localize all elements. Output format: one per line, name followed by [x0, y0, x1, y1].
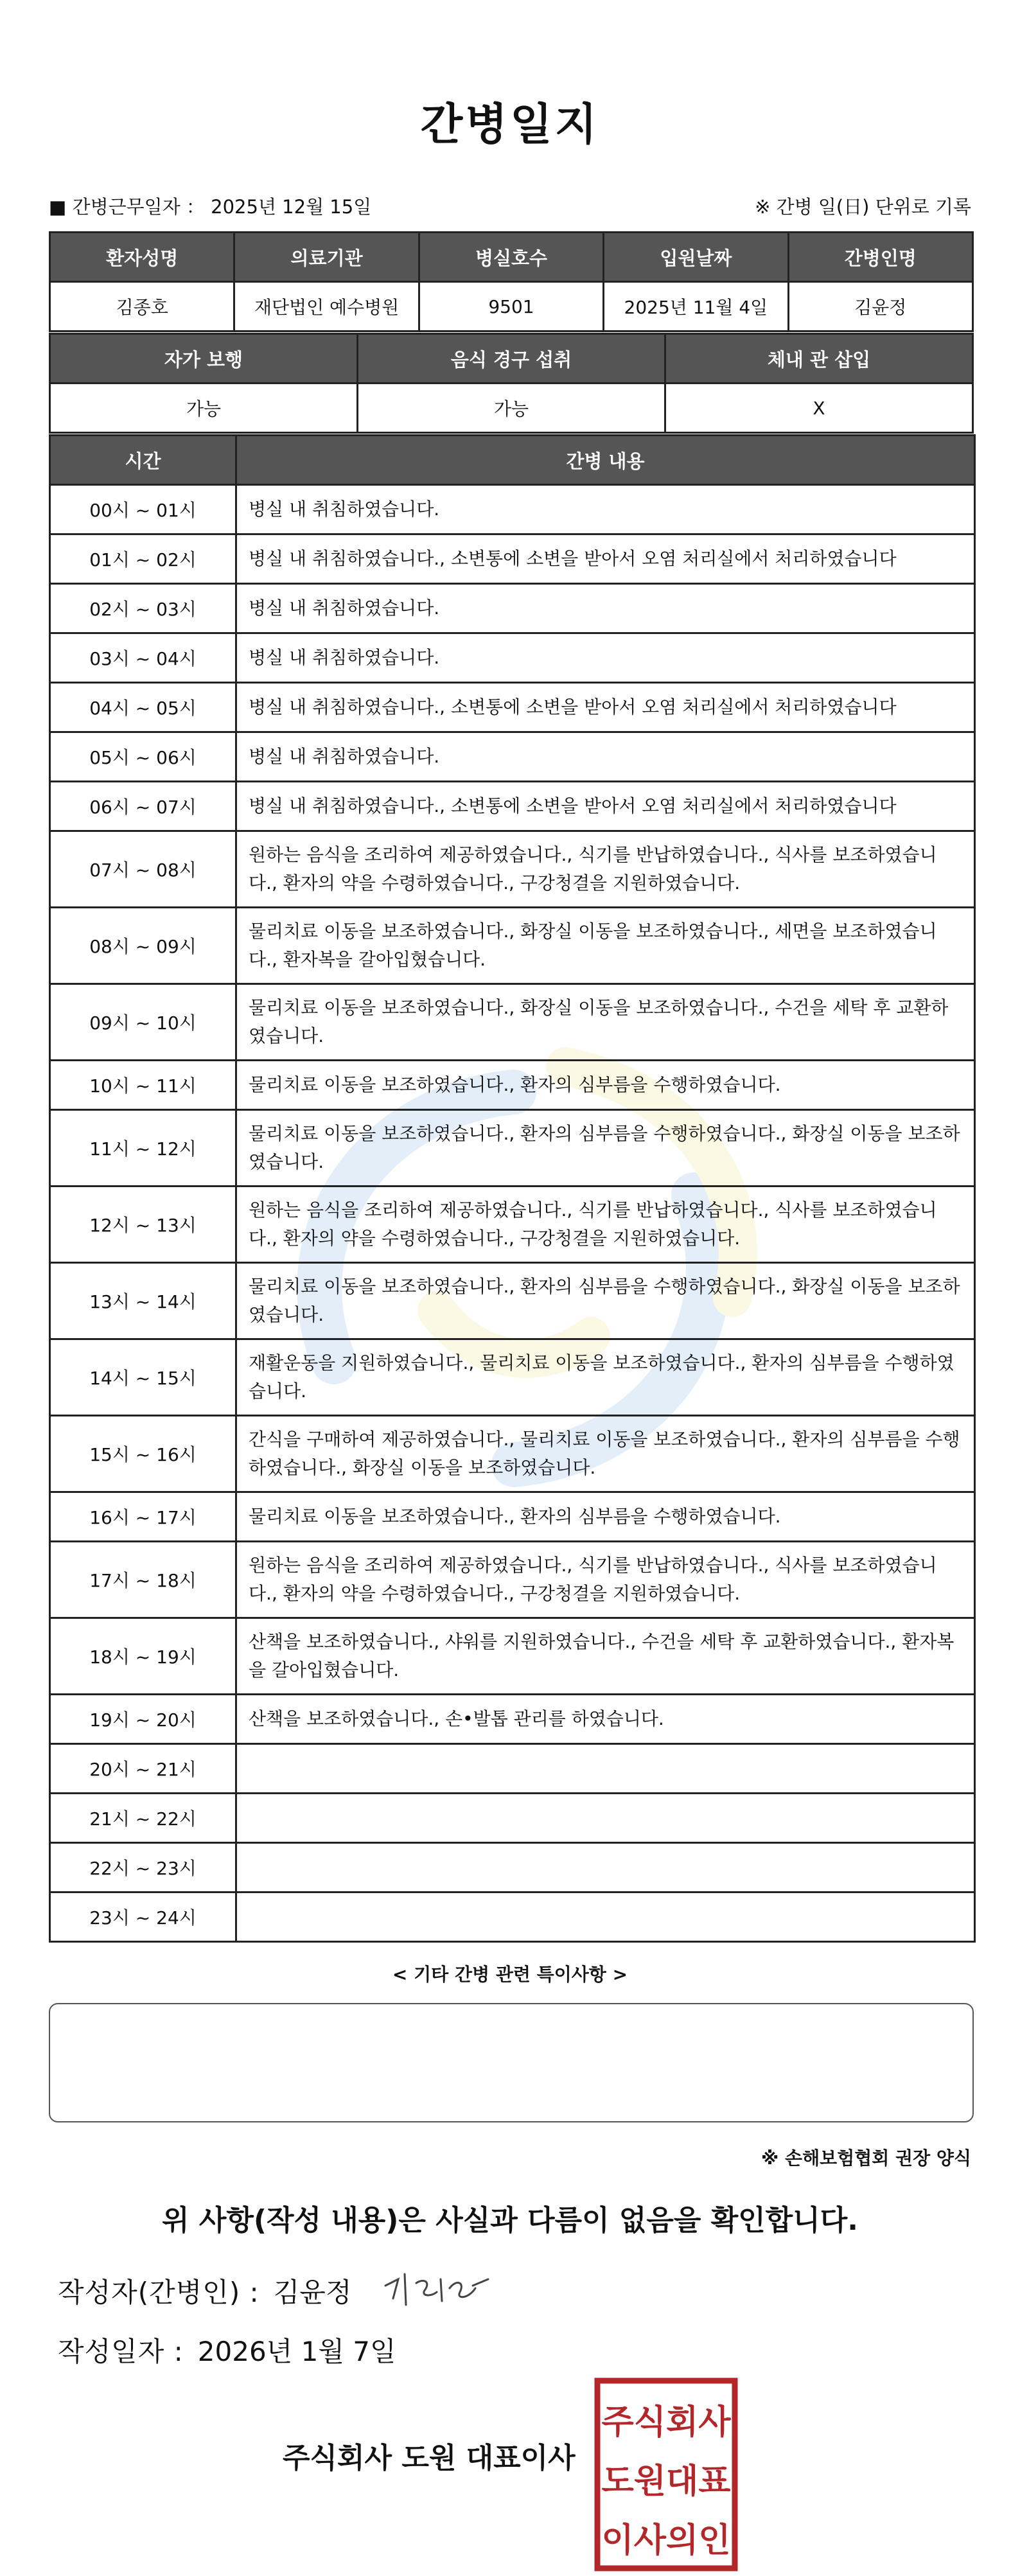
institution: 재단법인 예수병원 — [234, 282, 419, 331]
care-log-row — [50, 1843, 975, 1892]
page-title: 간병일지 — [420, 100, 600, 150]
care-log-content: 원하는 음식을 조리하여 제공하였습니다., 식기를 반납하였습니다., 식사를 보조하였습니다., 환자의 약을 수령하였습니다., 구강청결을 지원하였습니다. — [236, 1187, 975, 1263]
care-log-row — [50, 1542, 975, 1618]
care-log-time: 16시 ~ 17시 — [50, 1492, 236, 1542]
notes-title: < 기타 간병 관련 특이사항 > — [392, 1964, 628, 1985]
care-log-row — [50, 1794, 975, 1843]
footer-note: ※ 손해보험협회 권장 양식 — [761, 2148, 971, 2169]
care-log-row — [50, 633, 975, 683]
care-log-time: 17시 ~ 18시 — [50, 1542, 236, 1618]
header-oral-intake: 음식 경구 섭취 — [358, 334, 665, 384]
care-log-time: 23시 ~ 24시 — [50, 1892, 236, 1942]
care-log-content: 병실 내 취침하였습니다. — [236, 584, 975, 633]
company-seal-icon — [594, 2377, 739, 2572]
care-log-header-row — [50, 436, 975, 485]
header-care-content: 간병 내용 — [236, 436, 975, 485]
caregiver-name: 김윤정 — [788, 282, 972, 331]
care-log-time: 05시 ~ 06시 — [50, 732, 236, 782]
care-log-content — [236, 1744, 975, 1794]
care-log-time: 18시 ~ 19시 — [50, 1618, 236, 1695]
care-log-time: 06시 ~ 07시 — [50, 782, 236, 831]
patient-info-table — [49, 231, 974, 332]
care-log-row — [50, 485, 975, 534]
header-tube-insertion: 체내 관 삽입 — [665, 334, 973, 384]
written-date-value: 2026년 1월 7일 — [197, 2336, 396, 2367]
care-log-time: 00시 ~ 01시 — [50, 485, 236, 534]
care-log-content: 물리치료 이동을 보조하였습니다., 화장실 이동을 보조하였습니다., 수건을 세탁 후 교환하였습니다. — [236, 984, 975, 1061]
patient-info-value-row — [50, 282, 973, 331]
care-log-content: 물리치료 이동을 보조하였습니다., 환자의 심부름을 수행하였습니다. — [236, 1492, 975, 1542]
status-table — [49, 333, 974, 434]
svg-text:도원대표: 도원대표 — [601, 2462, 731, 2501]
care-log-row — [50, 908, 975, 984]
room-number: 9501 — [419, 282, 603, 331]
confirmation-statement: 위 사항(작성 내용)은 사실과 다름이 없음을 확인합니다. — [162, 2204, 858, 2237]
care-log-row — [50, 1263, 975, 1339]
care-log-time: 13시 ~ 14시 — [50, 1263, 236, 1339]
care-log-content: 물리치료 이동을 보조하였습니다., 화장실 이동을 보조하였습니다., 세면을 보조하였습니다., 환자복을 갈아입혔습니다. — [236, 908, 975, 984]
care-log-content: 병실 내 취침하였습니다. — [236, 485, 975, 534]
svg-text:주식회사: 주식회사 — [601, 2403, 731, 2442]
care-log-row — [50, 683, 975, 732]
header-institution: 의료기관 — [234, 233, 419, 282]
care-log-content — [236, 1794, 975, 1843]
care-log-content: 병실 내 취침하였습니다. — [236, 633, 975, 683]
care-log-content: 재활운동을 지원하였습니다., 물리치료 이동을 보조하였습니다., 환자의 심부름을 수행하였습니다. — [236, 1339, 975, 1416]
care-log-time: 09시 ~ 10시 — [50, 984, 236, 1061]
status-value-row — [50, 384, 973, 433]
tube-insertion-value: X — [665, 384, 973, 433]
header-caregiver-name: 간병인명 — [788, 233, 972, 282]
patient-name: 김종호 — [50, 282, 234, 331]
record-note: ※ 간병 일(日) 단위로 기록 — [755, 196, 971, 218]
work-date-label: ■ 간병근무일자 ： — [49, 196, 205, 218]
handwritten-signature-icon — [379, 2260, 495, 2311]
care-log-time: 03시 ~ 04시 — [50, 633, 236, 683]
care-log-time: 02시 ~ 03시 — [50, 584, 236, 633]
care-log-row — [50, 732, 975, 782]
care-log-row — [50, 1492, 975, 1542]
written-date-label: 작성일자 : — [58, 2336, 184, 2367]
care-log-time: 21시 ~ 22시 — [50, 1794, 236, 1843]
care-log-content: 병실 내 취침하였습니다., 소변통에 소변을 받아서 오염 처리실에서 처리하였습니다 — [236, 683, 975, 732]
care-log-row — [50, 831, 975, 908]
patient-info-header-row — [50, 233, 973, 282]
care-log-content: 원하는 음식을 조리하여 제공하였습니다., 식기를 반납하였습니다., 식사를 보조하였습니다., 환자의 약을 수령하였습니다., 구강청결을 지원하였습니다. — [236, 831, 975, 908]
care-log-row — [50, 1744, 975, 1794]
notes-box — [49, 2003, 974, 2122]
care-log-row — [50, 1416, 975, 1492]
care-log-time: 01시 ~ 02시 — [50, 534, 236, 584]
status-header-row — [50, 334, 973, 384]
author-line — [58, 2272, 351, 2310]
header-admission-date: 입원날짜 — [604, 233, 788, 282]
care-log-row — [50, 1110, 975, 1187]
care-log-content: 산책을 보조하였습니다., 샤워를 지원하였습니다., 수건을 세탁 후 교환하였습니다., 환자복을 갈아입혔습니다. — [236, 1618, 975, 1695]
care-log-time: 10시 ~ 11시 — [50, 1061, 236, 1110]
care-log-time: 15시 ~ 16시 — [50, 1416, 236, 1492]
care-log-row — [50, 782, 975, 831]
header-room: 병실호수 — [419, 233, 603, 282]
care-log-content: 병실 내 취침하였습니다., 소변통에 소변을 받아서 오염 처리실에서 처리하였습니다 — [236, 534, 975, 584]
care-log-time: 20시 ~ 21시 — [50, 1744, 236, 1794]
care-log-content: 원하는 음식을 조리하여 제공하였습니다., 식기를 반납하였습니다., 식사를 보조하였습니다., 환자의 약을 수령하였습니다., 구강청결을 지원하였습니다. — [236, 1542, 975, 1618]
svg-text:이사의인: 이사의인 — [601, 2521, 731, 2560]
care-log-row — [50, 984, 975, 1061]
care-log-body — [50, 485, 975, 1942]
oral-intake-value: 가능 — [358, 384, 665, 433]
author-label: 작성자(간병인) : — [58, 2277, 259, 2308]
care-log-time: 22시 ~ 23시 — [50, 1843, 236, 1892]
self-walking-value: 가능 — [50, 384, 358, 433]
care-log-content: 물리치료 이동을 보조하였습니다., 환자의 심부름을 수행하였습니다. — [236, 1061, 975, 1110]
care-log-time: 14시 ~ 15시 — [50, 1339, 236, 1416]
care-log-table — [49, 434, 976, 1943]
header-patient-name: 환자성명 — [50, 233, 234, 282]
company-name: 주식회사 도원 대표이사 — [283, 2442, 576, 2475]
written-date-line — [58, 2331, 396, 2369]
care-log-time: 11시 ~ 12시 — [50, 1110, 236, 1187]
author-name: 김윤정 — [273, 2277, 352, 2308]
care-log-row — [50, 1339, 975, 1416]
care-log-content: 병실 내 취침하였습니다. — [236, 732, 975, 782]
care-log-content: 물리치료 이동을 보조하였습니다., 환자의 심부름을 수행하였습니다., 화장실 이동을 보조하였습니다. — [236, 1110, 975, 1187]
admission-date: 2025년 11월 4일 — [604, 282, 788, 331]
care-log-content: 간식을 구매하여 제공하였습니다., 물리치료 이동을 보조하였습니다., 환자의 심부름을 수행하였습니다., 화장실 이동을 보조하였습니다. — [236, 1416, 975, 1492]
care-log-row — [50, 1187, 975, 1263]
care-log-content — [236, 1892, 975, 1942]
care-log-time: 19시 ~ 20시 — [50, 1695, 236, 1744]
care-log-content: 병실 내 취침하였습니다., 소변통에 소변을 받아서 오염 처리실에서 처리하였습니다 — [236, 782, 975, 831]
header-time: 시간 — [50, 436, 236, 485]
work-date — [49, 193, 371, 219]
care-log-row — [50, 1695, 975, 1744]
care-log-time: 04시 ~ 05시 — [50, 683, 236, 732]
care-log-row — [50, 534, 975, 584]
header-self-walking: 자가 보행 — [50, 334, 358, 384]
work-date-value: 2025년 12월 15일 — [211, 196, 372, 218]
care-log-time: 12시 ~ 13시 — [50, 1187, 236, 1263]
care-log-row — [50, 1892, 975, 1942]
care-log-time: 08시 ~ 09시 — [50, 908, 236, 984]
care-log-row — [50, 1061, 975, 1110]
care-log-row — [50, 584, 975, 633]
care-log-content: 산책을 보조하였습니다., 손•발톱 관리를 하였습니다. — [236, 1695, 975, 1744]
care-log-row — [50, 1618, 975, 1695]
care-log-time: 07시 ~ 08시 — [50, 831, 236, 908]
care-log-content: 물리치료 이동을 보조하였습니다., 환자의 심부름을 수행하였습니다., 화장실 이동을 보조하였습니다. — [236, 1263, 975, 1339]
care-log-content — [236, 1843, 975, 1892]
